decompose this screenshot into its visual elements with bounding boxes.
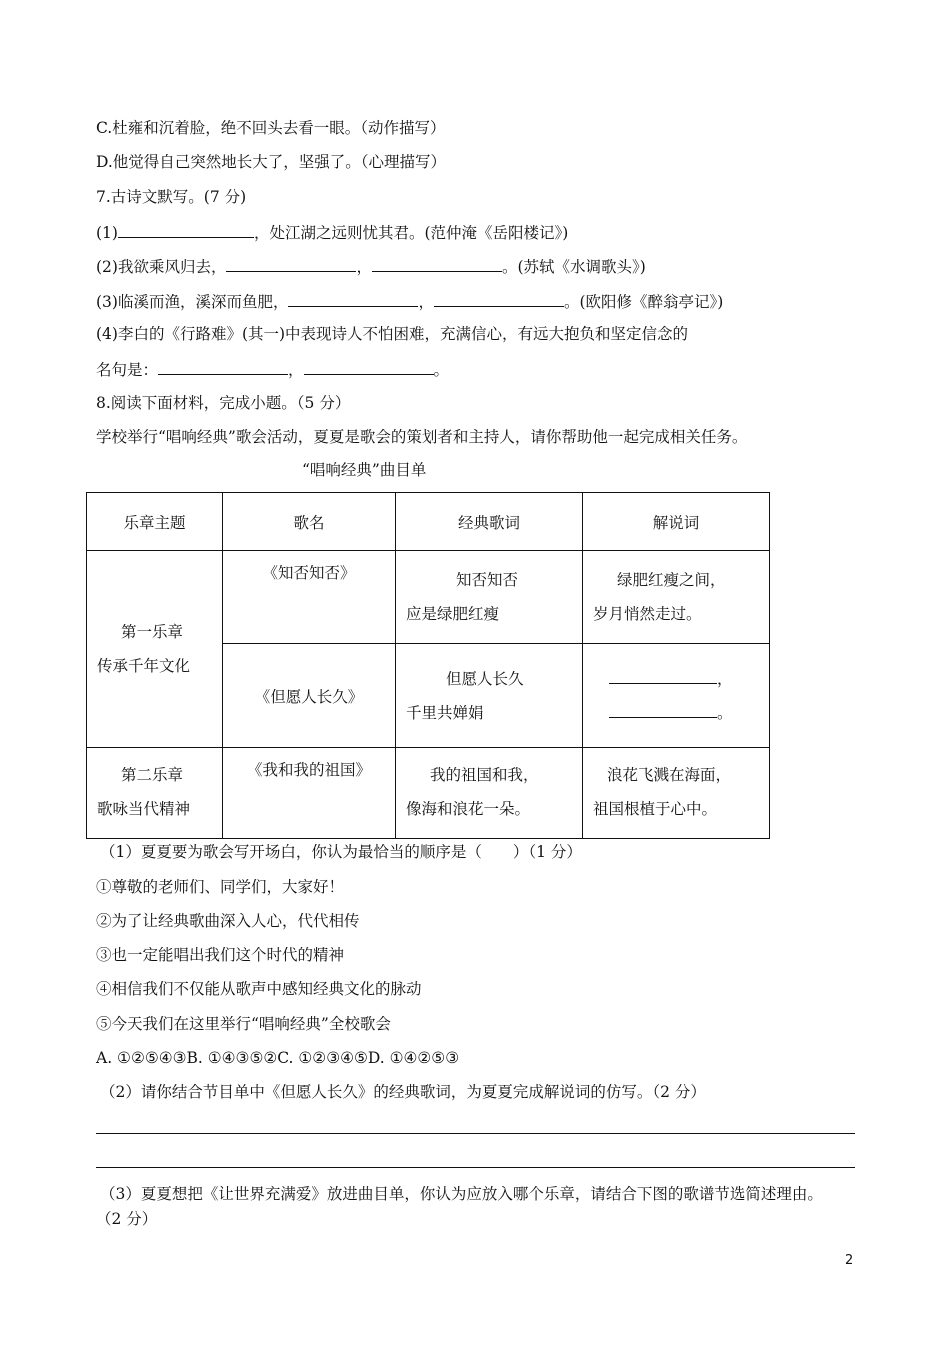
table-row [87, 551, 770, 644]
q7-part3-mid: ， [418, 293, 434, 311]
header-theme: 乐章主题 [87, 493, 223, 551]
header-lyrics: 经典歌词 [396, 493, 583, 551]
comment-zuguo-line2: 祖国根植于心中。 [593, 800, 718, 818]
q7-part2-prefix: (2)我欲乘风归去， [96, 258, 227, 276]
comment-danyuan-sep2: 。 [717, 703, 733, 722]
chapter1-theme-line2: 传承千年文化 [97, 657, 191, 675]
table-caption: “唱响经典”曲目单 [302, 461, 427, 479]
q7-part1-blank[interactable] [118, 221, 254, 238]
q7-part2-blank1[interactable] [226, 255, 356, 272]
lyric-zuguo [396, 748, 583, 839]
q7-part3-prefix: (3)临溪而渔，溪深而鱼肥， [96, 293, 289, 311]
sub2-question: （2）请你结合节目单中《但愿人长久》的经典歌词，为夏夏完成解说词的仿写。（2 分） [100, 1083, 706, 1101]
q7-part4-line1: (4)李白的《行路难》(其一)中表现诗人不怕困难，充满信心，有远大抱负和坚定信念的 [96, 325, 689, 343]
q7-part2-mid: ， [356, 258, 372, 276]
lyric-zhifou-line2: 应是绿肥红瘦 [406, 605, 500, 623]
lyric-danyuan-line1: 但愿人长久 [446, 669, 524, 688]
comment-zhifou [583, 551, 770, 644]
comment-zhifou-line1: 绿肥红瘦之间， [617, 571, 726, 589]
q7-part4-prefix: 名句是： [96, 361, 159, 379]
comment-blank1[interactable] [609, 667, 717, 684]
chapter1-theme-line1: 第一乐章 [121, 623, 184, 641]
sub3-question-line1: （3）夏夏想把《让世界充满爱》放进曲目单，你认为应放入哪个乐章，请结合下图的歌谱节选简述理由。 [100, 1185, 823, 1203]
option-c: C.杜雍和沉着脸，绝不回头去看一眼。（动作描写） [96, 119, 446, 137]
q7-part3 [96, 290, 723, 312]
q7-part2-blank2[interactable] [372, 255, 502, 272]
q7-part1-suffix: ，处江湖之远则忧其君。(范仲淹《岳阳楼记》) [253, 224, 569, 242]
comment-zhifou-line2: 岁月悄然走过。 [593, 605, 702, 623]
comment-zuguo [583, 748, 770, 839]
comment-blank2[interactable] [609, 701, 717, 718]
sub3-question-line2: （2 分） [96, 1210, 158, 1228]
header-song: 歌名 [223, 493, 396, 551]
sub1-item-2: ②为了让经典歌曲深入人心，代代相传 [96, 912, 360, 930]
q7-part4-blank2[interactable] [304, 358, 434, 375]
q8-title: 8.阅读下面材料，完成小题。（5 分） [96, 394, 351, 412]
song-zuguo: 《我和我的祖国》 [223, 748, 396, 839]
q8-intro: 学校举行“唱响经典”歌会活动，夏夏是歌会的策划者和主持人，请你帮助他一起完成相关任务。 [96, 428, 748, 446]
chapter1-theme [87, 551, 223, 748]
q7-part3-suffix: 。(欧阳修《醉翁亭记》) [563, 293, 724, 311]
header-commentary: 解说词 [583, 493, 770, 551]
q7-part4-blank1[interactable] [158, 358, 288, 375]
chapter2-theme-line1: 第二乐章 [121, 766, 184, 784]
comment-zuguo-line1: 浪花飞溅在海面， [607, 766, 732, 784]
q7-part3-blank1[interactable] [288, 290, 418, 307]
chapter2-theme [87, 748, 223, 839]
answer-line-2[interactable] [96, 1167, 855, 1168]
lyric-danyuan-line2: 千里共婵娟 [406, 703, 484, 722]
sub1-item-5: ⑤今天我们在这里举行“唱响经典”全校歌会 [96, 1015, 391, 1033]
comment-danyuan-line2 [609, 696, 769, 730]
chapter2-theme-line2: 歌咏当代精神 [97, 800, 191, 818]
option-d: D.他觉得自己突然地长大了，坚强了。（心理描写） [96, 153, 447, 171]
q7-part1 [96, 221, 568, 243]
sub1-choices: A. ①②⑤④③B. ①④③⑤②C. ①②③④⑤D. ①④②⑤③ [96, 1049, 460, 1067]
q7-title: 7.古诗文默写。(7 分) [96, 188, 247, 206]
song-zhifou: 《知否知否》 [223, 551, 396, 644]
q7-part2-suffix: 。(苏轼《水调歌头》) [501, 258, 646, 276]
lyric-danyuan [396, 644, 583, 748]
sub1-item-4: ④相信我们不仅能从歌声中感知经典文化的脉动 [96, 980, 422, 998]
q7-part2 [96, 255, 646, 277]
comment-danyuan-sep1: ， [717, 669, 733, 688]
q7-part3-blank2[interactable] [434, 290, 564, 307]
answer-line-1[interactable] [96, 1133, 855, 1134]
song-table [86, 492, 770, 839]
lyric-zhifou-line1: 知否知否 [456, 571, 519, 589]
song-danyuan: 《但愿人长久》 [223, 644, 396, 748]
lyric-zuguo-line1: 我的祖国和我， [430, 766, 539, 784]
comment-danyuan [583, 644, 770, 748]
table-row [87, 748, 770, 839]
sub1-question: （1）夏夏要为歌会写开场白，你认为最恰当的顺序是（ ）（1 分） [100, 843, 582, 861]
q7-part4-suffix: 。 [433, 361, 450, 379]
q7-part4-line2 [96, 358, 449, 380]
q7-part4-mid: ， [288, 361, 304, 379]
lyric-zuguo-line2: 像海和浪花一朵。 [406, 800, 531, 818]
q7-part1-prefix: (1) [96, 224, 118, 242]
comment-danyuan-line1 [609, 662, 769, 696]
lyric-zhifou [396, 551, 583, 644]
page-number: 2 [845, 1253, 854, 1268]
sub1-item-3: ③也一定能唱出我们这个时代的精神 [96, 946, 345, 964]
table-header-row [87, 493, 770, 551]
sub1-item-1: ①尊敬的老师们、同学们，大家好！ [96, 878, 345, 896]
